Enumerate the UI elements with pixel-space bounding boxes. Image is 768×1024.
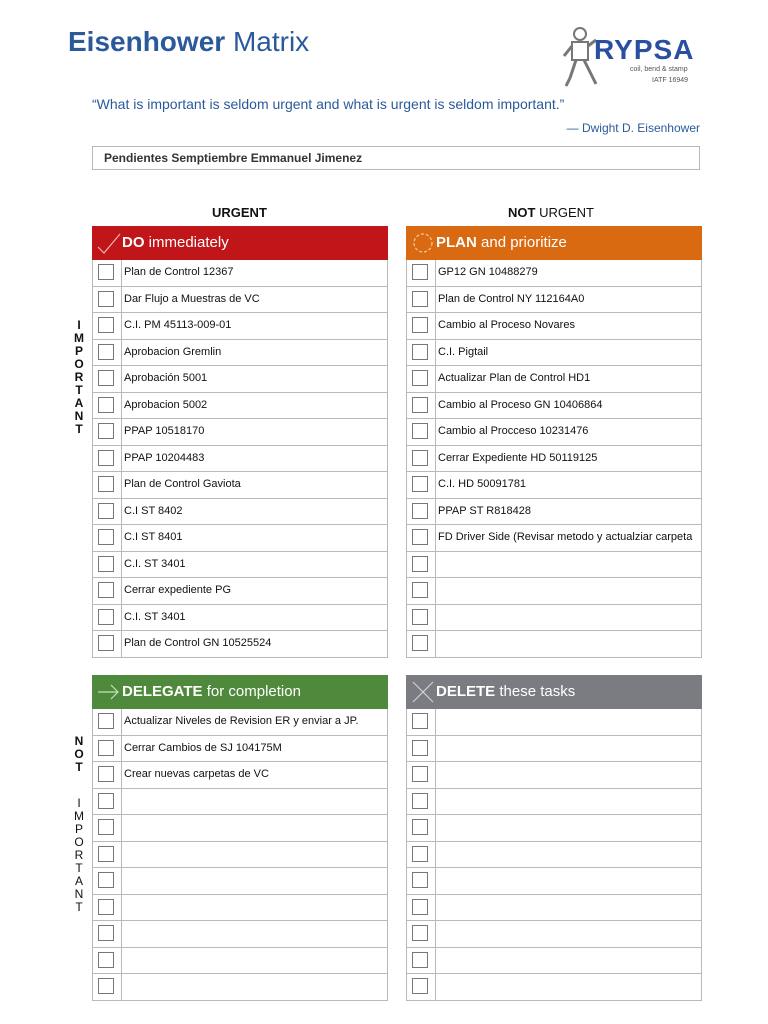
task-row — [93, 499, 387, 526]
robot-icon — [562, 26, 598, 92]
row-label-not — [72, 735, 86, 774]
logo-cert: IATF 16949 — [652, 77, 689, 84]
row-divider — [121, 419, 122, 446]
checkmark-icon — [96, 231, 122, 255]
task-checkbox[interactable] — [412, 793, 428, 809]
task-text[interactable]: Aprobación 5001 — [124, 372, 208, 384]
row-divider — [435, 736, 436, 763]
row-label-letter: M — [74, 809, 84, 823]
task-checkbox[interactable] — [98, 529, 114, 545]
task-checkbox[interactable] — [98, 740, 114, 756]
row-label-letter: P — [74, 344, 83, 358]
task-checkbox[interactable] — [412, 397, 428, 413]
row-divider — [121, 340, 122, 367]
task-checkbox[interactable] — [98, 423, 114, 439]
quadrant-delete — [406, 675, 702, 1001]
page-title: Eisenhower Matrix — [68, 26, 310, 57]
task-text[interactable]: PPAP ST R818428 — [438, 504, 531, 517]
task-checkbox[interactable] — [412, 819, 428, 835]
row-divider — [121, 552, 122, 579]
task-row — [407, 366, 701, 393]
task-checkbox[interactable] — [98, 713, 114, 729]
row-divider — [121, 921, 122, 948]
task-row — [407, 260, 701, 287]
task-checkbox[interactable] — [98, 370, 114, 386]
task-row — [407, 842, 701, 869]
task-checkbox[interactable] — [412, 423, 428, 439]
task-text[interactable]: Crear nuevas carpetas de VC — [124, 768, 269, 780]
row-label-letter: T — [75, 760, 83, 774]
row-divider — [121, 815, 122, 842]
task-text[interactable]: Dar Flujo a Muestras de VC — [124, 292, 260, 305]
task-row — [407, 631, 701, 658]
row-divider — [435, 446, 436, 473]
row-divider — [435, 631, 436, 658]
row-divider — [435, 974, 436, 1001]
logo-tagline: coil, bend & stamp — [630, 66, 688, 73]
row-label-letter: I — [77, 318, 81, 332]
task-checkbox[interactable] — [98, 872, 114, 888]
task-row — [407, 895, 701, 922]
task-row — [407, 419, 701, 446]
row-divider — [435, 815, 436, 842]
row-divider — [435, 895, 436, 922]
task-row — [407, 868, 701, 895]
task-row — [93, 313, 387, 340]
row-label-letter: T — [75, 900, 83, 914]
row-divider — [435, 948, 436, 975]
row-divider — [121, 472, 122, 499]
task-checkbox[interactable] — [98, 899, 114, 915]
task-checkbox[interactable] — [412, 556, 428, 572]
row-divider — [121, 736, 122, 763]
task-checkbox[interactable] — [98, 476, 114, 492]
task-row — [93, 525, 387, 552]
task-checkbox[interactable] — [412, 978, 428, 994]
row-divider — [121, 868, 122, 895]
task-row — [407, 499, 701, 526]
task-row — [93, 605, 387, 632]
company-logo — [560, 26, 710, 92]
task-row — [407, 525, 701, 552]
row-divider — [121, 393, 122, 420]
row-divider — [435, 260, 436, 287]
task-text[interactable]: Aprobacion 5002 — [124, 398, 208, 411]
x-icon — [410, 680, 436, 704]
task-checkbox[interactable] — [98, 450, 114, 466]
row-divider — [121, 313, 122, 340]
row-label-letter: T — [75, 383, 83, 397]
task-row — [93, 340, 387, 367]
quote: “What is important is seldom urgent and what is urgent is seldom important.” — [92, 96, 565, 112]
task-text[interactable]: Cambio al Proceso Novares — [438, 319, 575, 331]
task-text[interactable]: Cerrar expediente PG — [124, 584, 231, 596]
quadrant-delegate — [92, 675, 388, 1001]
task-row — [93, 552, 387, 579]
row-divider — [121, 895, 122, 922]
task-row — [93, 815, 387, 842]
task-row — [93, 974, 387, 1001]
row-divider — [435, 313, 436, 340]
task-checkbox[interactable] — [98, 556, 114, 572]
task-row — [407, 472, 701, 499]
task-row — [93, 736, 387, 763]
row-divider — [435, 709, 436, 736]
row-label-letter: M — [74, 331, 84, 345]
quadrant-plan-header: PLAN and prioritize — [406, 226, 702, 260]
task-text[interactable]: PPAP 10204483 — [124, 451, 205, 464]
row-divider — [435, 868, 436, 895]
row-label-letter: T — [75, 861, 83, 875]
row-divider — [121, 948, 122, 975]
row-divider — [121, 525, 122, 552]
task-text[interactable]: C.I. PM 45113-009-01 — [124, 319, 232, 331]
task-checkbox[interactable] — [98, 846, 114, 862]
row-divider — [435, 921, 436, 948]
task-row — [93, 709, 387, 736]
task-checkbox[interactable] — [98, 291, 114, 307]
row-divider — [435, 419, 436, 446]
task-row — [407, 340, 701, 367]
task-row — [93, 762, 387, 789]
task-checkbox[interactable] — [98, 503, 114, 519]
row-divider — [121, 789, 122, 816]
task-row — [93, 789, 387, 816]
row-divider — [435, 287, 436, 314]
task-checkbox[interactable] — [412, 582, 428, 598]
row-label-letter: N — [74, 409, 84, 423]
row-label-letter: O — [74, 835, 84, 849]
row-divider — [121, 260, 122, 287]
row-label-letter: I — [77, 796, 81, 810]
task-checkbox[interactable] — [412, 609, 428, 625]
row-divider — [121, 578, 122, 605]
row-divider — [435, 762, 436, 789]
task-text[interactable]: Plan de Control NY 112164A0 — [438, 292, 585, 305]
task-checkbox[interactable] — [412, 503, 428, 519]
task-text[interactable]: Actualizar Plan de Control HD1 — [438, 372, 591, 384]
clock-icon — [410, 231, 436, 255]
task-row — [407, 709, 701, 736]
row-divider — [435, 393, 436, 420]
task-checkbox[interactable] — [412, 635, 428, 651]
logo-brand: RYPSA — [594, 34, 695, 65]
task-row — [407, 313, 701, 340]
task-checkbox[interactable] — [98, 766, 114, 782]
row-divider — [435, 499, 436, 526]
quadrant-do-header: DO immediately — [92, 226, 388, 260]
task-row — [407, 789, 701, 816]
task-text[interactable]: C.I ST 8402 — [124, 504, 183, 517]
row-divider — [435, 552, 436, 579]
task-row — [407, 736, 701, 763]
row-divider — [435, 605, 436, 632]
task-row — [407, 815, 701, 842]
row-label-letter: P — [74, 822, 83, 836]
task-checkbox[interactable] — [98, 925, 114, 941]
quadrant-plan — [406, 226, 702, 658]
task-text[interactable]: C.I ST 8401 — [124, 531, 183, 543]
row-divider — [121, 631, 122, 658]
row-label-letter: T — [75, 422, 83, 436]
task-checkbox[interactable] — [98, 582, 114, 598]
task-row — [93, 921, 387, 948]
task-text[interactable]: C.I. HD 50091781 — [438, 478, 527, 490]
task-text[interactable]: Cambio al Proceso GN 10406864 — [438, 398, 603, 411]
row-label-letter: R — [74, 370, 84, 384]
quote-author: — Dwight D. Eisenhower — [566, 121, 700, 135]
task-checkbox[interactable] — [98, 635, 114, 651]
task-row — [407, 578, 701, 605]
row-divider — [435, 789, 436, 816]
task-text[interactable]: GP12 GN 10488279 — [438, 266, 538, 278]
row-divider — [121, 446, 122, 473]
row-label-letter: R — [74, 848, 84, 862]
task-checkbox[interactable] — [98, 952, 114, 968]
task-row — [93, 868, 387, 895]
row-divider — [121, 287, 122, 314]
task-row — [93, 948, 387, 975]
task-row — [407, 974, 701, 1001]
row-label-letter: A — [74, 396, 84, 410]
task-checkbox[interactable] — [412, 291, 428, 307]
task-checkbox[interactable] — [412, 529, 428, 545]
task-text[interactable]: C.I. ST 3401 — [124, 610, 186, 623]
task-checkbox[interactable] — [98, 609, 114, 625]
quadrant-do — [92, 226, 388, 658]
task-checkbox[interactable] — [98, 793, 114, 809]
task-text[interactable]: Aprobacion Gremlin — [124, 345, 222, 358]
task-checkbox[interactable] — [98, 344, 114, 360]
task-checkbox[interactable] — [412, 740, 428, 756]
task-row — [407, 393, 701, 420]
task-checkbox[interactable] — [412, 713, 428, 729]
row-label-not-important — [72, 797, 86, 914]
task-text[interactable]: C.I. ST 3401 — [124, 557, 186, 570]
task-row — [93, 419, 387, 446]
quadrant-plan-list — [406, 260, 702, 658]
task-text[interactable]: Plan de Control GN 10525524 — [124, 637, 272, 649]
task-checkbox[interactable] — [412, 925, 428, 941]
task-row — [93, 842, 387, 869]
row-divider — [121, 605, 122, 632]
row-divider — [121, 709, 122, 736]
task-text[interactable]: Cambio al Procceso 10231476 — [438, 425, 589, 437]
task-checkbox[interactable] — [98, 397, 114, 413]
task-row — [93, 446, 387, 473]
task-text[interactable]: C.I. Pigtail — [438, 345, 489, 358]
task-checkbox[interactable] — [412, 766, 428, 782]
row-divider — [121, 366, 122, 393]
task-row — [407, 605, 701, 632]
task-text[interactable]: Plan de Control 12367 — [124, 266, 234, 278]
row-divider — [435, 525, 436, 552]
column-header-urgent: URGENT — [212, 205, 267, 220]
row-divider — [435, 578, 436, 605]
name-field[interactable]: Pendientes Semptiembre Emmanuel Jimenez — [92, 146, 700, 170]
quadrant-do-list — [92, 260, 388, 658]
quadrant-delete-list — [406, 709, 702, 1001]
row-divider — [121, 842, 122, 869]
task-checkbox[interactable] — [412, 872, 428, 888]
task-checkbox[interactable] — [412, 476, 428, 492]
quadrant-delete-header: DELETE these tasks — [406, 675, 702, 709]
task-checkbox[interactable] — [412, 846, 428, 862]
arrow-right-icon — [96, 680, 122, 704]
task-row — [407, 552, 701, 579]
row-divider — [121, 974, 122, 1001]
task-checkbox[interactable] — [412, 952, 428, 968]
task-row — [93, 631, 387, 658]
task-text[interactable]: Actualizar Niveles de Revision ER y enviar a JP. — [124, 715, 359, 727]
column-header-not-urgent: NOT URGENT — [508, 205, 594, 220]
row-label-letter: A — [74, 874, 83, 888]
task-text[interactable]: PPAP 10518170 — [124, 425, 205, 437]
task-checkbox[interactable] — [98, 264, 114, 280]
quadrant-delegate-list — [92, 709, 388, 1001]
row-divider — [121, 762, 122, 789]
row-label-letter: O — [74, 747, 84, 761]
task-row — [93, 895, 387, 922]
row-divider — [121, 499, 122, 526]
task-row — [93, 393, 387, 420]
task-row — [407, 287, 701, 314]
task-row — [407, 921, 701, 948]
row-divider — [435, 340, 436, 367]
task-checkbox[interactable] — [412, 344, 428, 360]
task-row — [407, 762, 701, 789]
row-divider — [435, 842, 436, 869]
task-checkbox[interactable] — [412, 450, 428, 466]
task-checkbox[interactable] — [98, 978, 114, 994]
task-text[interactable]: Cerrar Expediente HD 50119125 — [438, 451, 598, 464]
task-text[interactable]: FD Driver Side (Revisar metodo y actualziar carpeta — [438, 531, 693, 543]
task-checkbox[interactable] — [412, 899, 428, 915]
task-row — [93, 287, 387, 314]
task-text[interactable]: Cerrar Cambios de SJ 104175M — [124, 741, 282, 754]
task-row — [93, 260, 387, 287]
row-label-letter: O — [74, 357, 84, 371]
task-row — [93, 472, 387, 499]
task-checkbox[interactable] — [98, 317, 114, 333]
row-divider — [435, 366, 436, 393]
task-row — [93, 578, 387, 605]
quadrant-delegate-header: DELEGATE for completion — [92, 675, 388, 709]
task-checkbox[interactable] — [412, 264, 428, 280]
task-checkbox[interactable] — [412, 370, 428, 386]
task-checkbox[interactable] — [412, 317, 428, 333]
task-row — [407, 446, 701, 473]
task-row — [407, 948, 701, 975]
task-checkbox[interactable] — [98, 819, 114, 835]
row-divider — [435, 472, 436, 499]
task-text[interactable]: Plan de Control Gaviota — [124, 478, 241, 490]
row-label-important — [72, 319, 86, 436]
task-row — [93, 366, 387, 393]
row-label-letter: N — [74, 734, 84, 748]
row-label-letter: N — [74, 887, 84, 901]
